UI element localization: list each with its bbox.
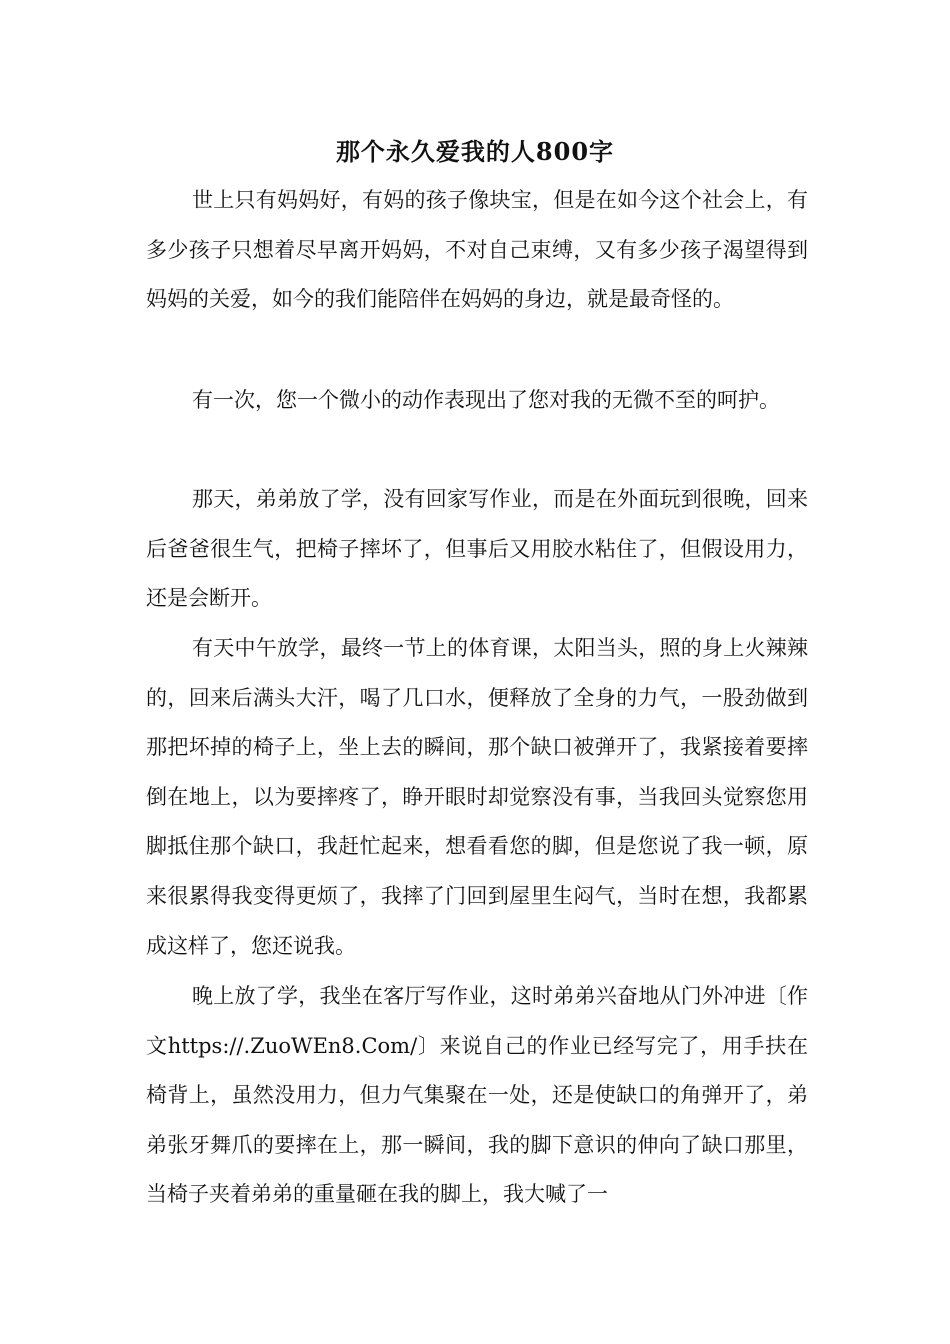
paragraph-1: 世上只有妈妈好，有妈的孩子像块宝，但是在如今这个社会上，有多少孩子只想着尽早离开妈妈，不对自己束缚，又有多少孩子渴望得到妈妈的关爱，如今的我们能陪伴在妈妈的身边，就是最奇怪的。	[146, 188, 808, 312]
document-title: 那个永久爱我的人800字	[335, 137, 615, 166]
paragraph-2: 有一次，您一个微小的动作表现出了您对我的无微不至的呵护。	[192, 388, 780, 412]
paragraph-5: 晚上放了学，我坐在客厅写作业，这时弟弟兴奋地从门外冲进〔作文https://.ZuoWEn8.Com/〕来说自己的作业已经写完了，用手扶在椅背上，虽然没用力，但力气集聚在一处，还是使缺口的角弹开了，弟弟张牙舞爪的要摔在上，那一瞬间，我的脚下意识的伸向了缺口那里，当椅子夹着弟弟的重量砸在我的脚上，我大喊了一	[146, 984, 808, 1207]
paragraph-4: 有天中午放学，最终一节上的体育课，太阳当头，照的身上火辣辣的，回来后满头大汗，喝了几口水，便释放了全身的力气，一股劲做到那把坏掉的椅子上，坐上去的瞬间，那个缺口被弹开了，我紧接着要摔倒在地上，以为要摔疼了，睁开眼时却觉察没有事，当我回头觉察您用脚抵住那个缺口，我赶忙起来，想看看您的脚，但是您说了我一顿，原来很累得我变得更烦了，我摔了门回到屋里生闷气，当时在想，我都累成这样了，您还说我。	[146, 636, 808, 958]
paragraph-3: 那天，弟弟放了学，没有回家写作业，而是在外面玩到很晚，回来后爸爸很生气，把椅子摔坏了，但事后又用胶水粘住了，但假设用力，还是会断开。	[146, 487, 808, 611]
